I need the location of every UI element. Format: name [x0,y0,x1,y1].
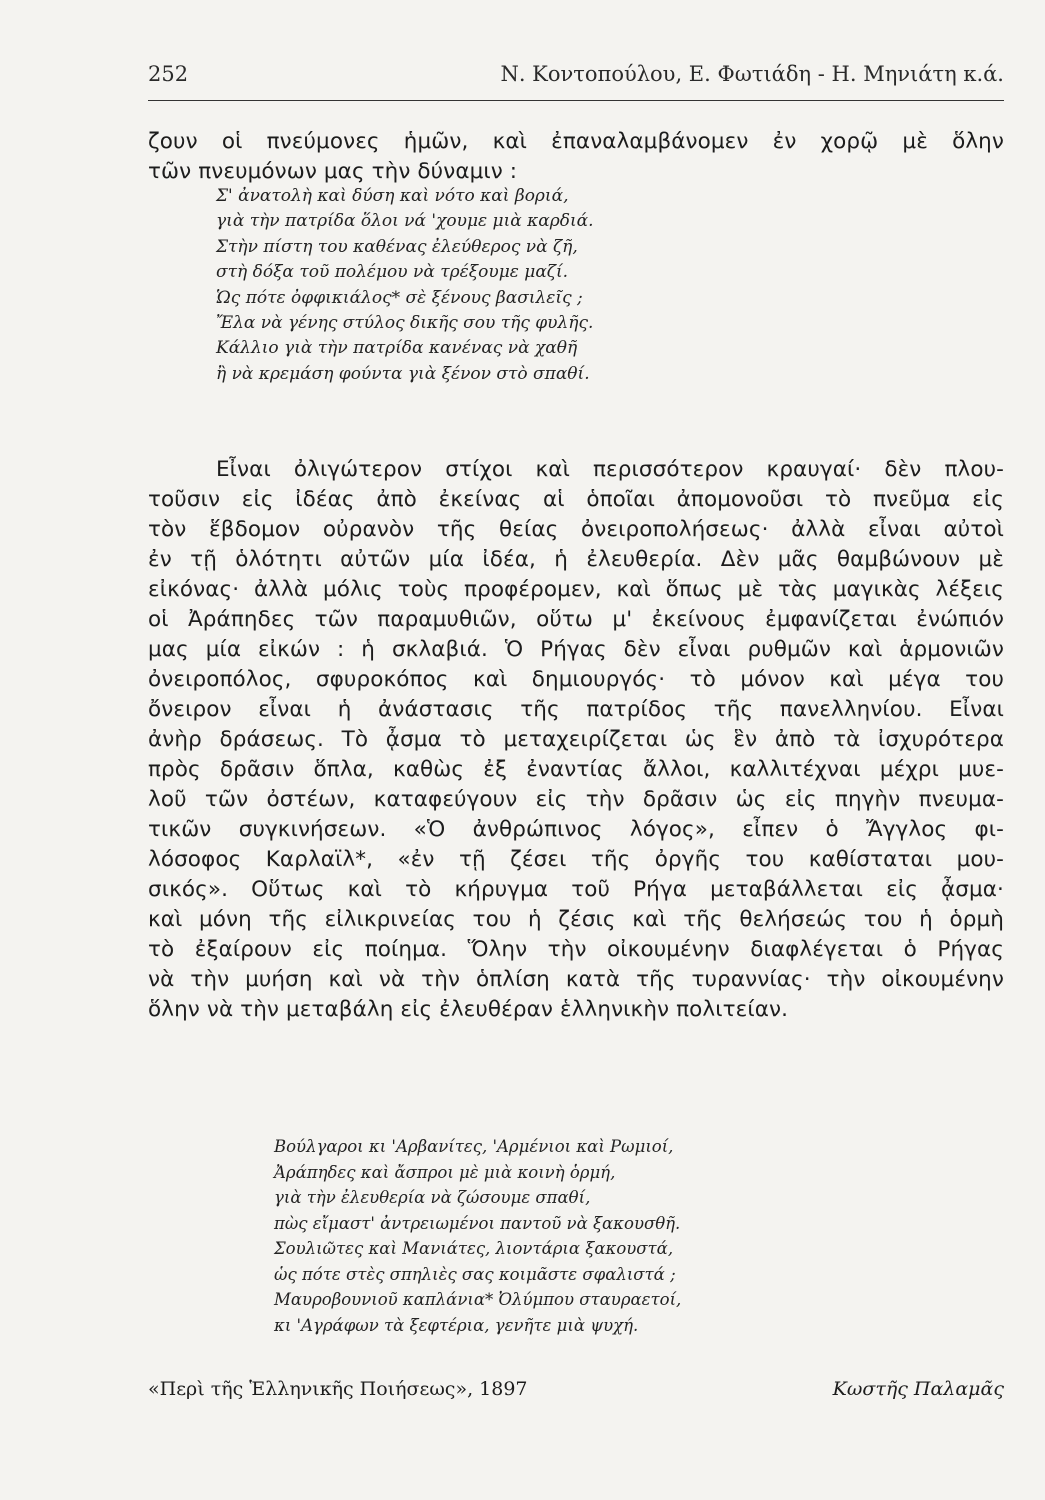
verse-line: γιὰ τὴν πατρίδα ὅλοι νά 'χουμε μιὰ καρδιά. [216,211,594,232]
text-line: οἱ Ἀράπηδες τῶν παραμυθιῶν, οὕτω μ' ἐκείνους ἐμφανίζεται ἐνώπιόν [148,607,1004,632]
verse-line: στὴ δόξα τοῦ πολέμου νὰ τρέξουμε μαζί. [216,262,569,283]
text-line: νὰ τὴν μυήση καὶ νὰ τὴν ὁπλίση κατὰ τῆς τυραννίας· τὴν οἰκουμένην [148,967,1004,992]
verse-line: Ἔλα νὰ γένης στύλος δικῆς σου τῆς φυλῆς. [216,312,594,333]
text-line: καὶ μόνη τῆς εἰλικρινείας του ἡ ζέσις καὶ τῆς θελήσεώς του ἡ ὁρμὴ [148,907,1004,932]
verse-line: Στὴν πίστη του καθένας ἐλεύθερος νὰ ζῆ, [216,236,578,257]
verse-line: κι 'Αγράφων τὰ ξεφτέρια, γενῆτε μιὰ ψυχή. [274,1315,639,1335]
text-line: τὸ ἐξαίρουν εἰς ποίημα. Ὅλην τὴν οἰκουμένην διαφλέγεται ὁ Ρήγας [148,937,1004,962]
verse-line: Σ' ἀνατολὴ καὶ δύση καὶ νότο καὶ βοριά, [216,186,569,206]
verse-block-1 [216,184,594,387]
verse-line: Μαυροβουνιοῦ καπλάνια* Ὀλύμπου σταυραετοί, [274,1290,682,1309]
verse-line: Ἀράπηδες καὶ ἄσπροι μὲ μιὰ κοινὴ ὁρμή, [274,1162,616,1182]
verse-line: Σουλιῶτες καὶ Μανιάτες, λιοντάρια ξακουστά, [274,1239,674,1258]
text-line: λοῦ τῶν ὀστέων, καταφεύγουν εἰς τὴν δρᾶσιν ὡς εἰς πηγὴν πνευμα- [148,787,1004,812]
source-title: «Περὶ τῆς Ἑλληνικῆς Ποιήσεως», 1897 [148,1378,528,1400]
text-line: ζουν οἱ πνεύμονες ἡμῶν, καὶ ἐπαναλαμβάνομεν ἐν χορῷ μὲ ὅλην [148,129,1004,154]
verse-line: γιὰ τὴν ἐλευθερία νὰ ζώσουμε σπαθί, [274,1188,591,1207]
text-line: τὸν ἕβδομον οὐρανὸν τῆς θείας ὀνειροπολήσεως· ἀλλὰ εἶναι αὐτοὶ [148,517,1004,542]
text-line: σικός». Οὕτως καὶ τὸ κήρυγμα τοῦ Ρήγα μεταβάλλεται εἰς ᾆσμα· [148,877,1004,902]
running-head: Ν. Κοντοπούλου, Ε. Φωτιάδη - Η. Μηνιάτη κ.ά. [500,62,1004,86]
text-line: ὅλην νὰ τὴν μεταβάλη εἰς ἐλευθέραν ἑλληνικὴν πολιτείαν. [148,997,789,1022]
page-number: 252 [148,62,189,86]
attribution [148,1378,1004,1412]
header-rule [148,100,1004,101]
verse-block-2 [274,1134,681,1338]
page-header [148,62,1004,98]
text-line: Εἶναι ὀλιγώτερον στίχοι καὶ περισσότερον κραυγαί· δὲν πλου- [216,457,1004,482]
verse-line: πὼς εἴμαστ' ἀντρειωμένοι παντοῦ νὰ ξακουσθῆ. [274,1213,681,1233]
verse-line: Κάλλιο γιὰ τὴν πατρίδα κανένας νὰ χαθῆ [216,338,578,359]
paragraph-intro [148,127,1004,187]
text-line: ἀνὴρ δράσεως. Τὸ ᾆσμα τὸ μεταχειρίζεται ὡς ἓν ἀπὸ τὰ ἰσχυρότερα [148,727,1004,752]
text-line: ἐν τῇ ὁλότητι αὐτῶν μία ἰδέα, ἡ ἐλευθερία. Δὲν μᾶς θαμβώνουν μὲ [148,547,1004,572]
text-line: τοῦσιν εἰς ἰδέας ἀπὸ ἐκείνας αἱ ὁποῖαι ἀπομονοῦσι τὸ πνεῦμα εἰς [148,487,1004,512]
text-line: τῶν πνευμόνων μας τὴν δύναμιν : [148,159,518,184]
paragraph-main [148,455,1004,1025]
text-line: εἰκόνας· ἀλλὰ μόλις τοὺς προφέρομεν, καὶ ὅπως μὲ τὰς μαγικὰς λέξεις [148,577,1004,602]
text-line: ὀνειροπόλος, σφυροκόπος καὶ δημιουργός· τὸ μόνον καὶ μέγα του [148,667,1004,692]
verse-line: ὡς πότε στὲς σπηλιὲς σας κοιμᾶστε σφαλιστά ; [274,1264,676,1284]
text-line: τικῶν συγκινήσεων. «Ὁ ἀνθρώπινος λόγος», εἶπεν ὁ Ἄγγλος φι- [148,817,1004,842]
verse-line: Βούλγαροι κι 'Αρβανίτες, 'Αρμένιοι καὶ Ρωμιοί, [274,1137,674,1156]
text-line: πρὸς δρᾶσιν ὅπλα, καθὼς ἐξ ἐναντίας ἄλλοι, καλλιτέχναι μέχρι μυε- [148,757,1004,782]
author-name: Κωστῆς Παλαμᾶς [832,1378,1004,1400]
verse-line: Ὡς πότε ὀφφικιάλος* σὲ ξένους βασιλεῖς ; [216,287,583,308]
verse-line: ἢ νὰ κρεμάση φούντα γιὰ ξένον στὸ σπαθί. [216,363,590,384]
text-line: μας μία εἰκών : ἡ σκλαβιά. Ὁ Ρήγας δὲν εἶναι ρυθμῶν καὶ ἁρμονιῶν [148,637,1004,662]
text-line: λόσοφος Καρλαϊλ*, «ἐν τῇ ζέσει τῆς ὀργῆς του καθίσταται μου- [148,847,1004,872]
text-line: ὄνειρον εἶναι ἡ ἀνάστασις τῆς πατρίδος τῆς πανελληνίου. Εἶναι [148,697,1004,722]
